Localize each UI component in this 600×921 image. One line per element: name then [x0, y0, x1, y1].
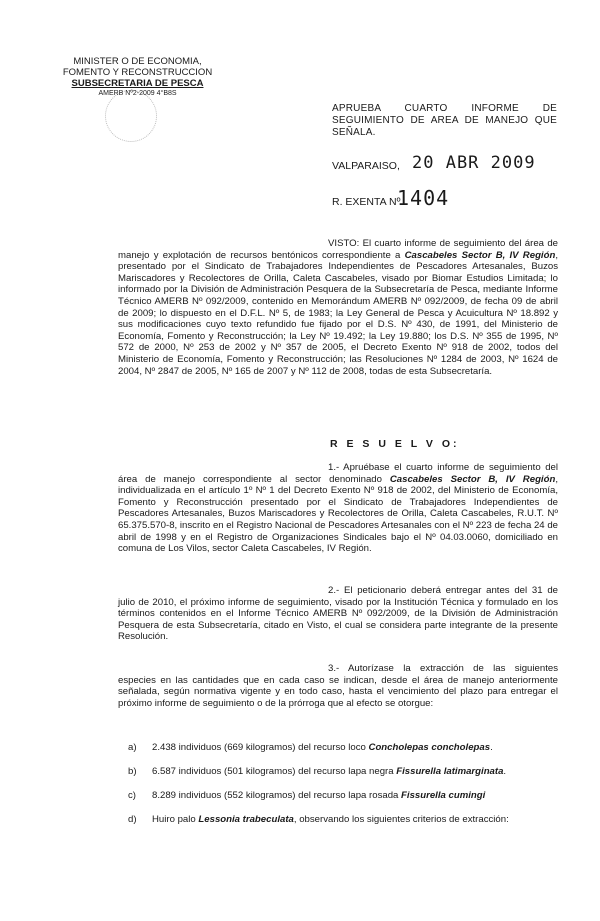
resolution-article-3	[118, 663, 558, 709]
article-1-area-name: Cascabeles Sector B, IV Región	[389, 473, 556, 485]
species-name: Concholepas concholepas	[368, 742, 491, 753]
header-line-subsecretaria: SUBSECRETARIA DE PESCA	[71, 78, 204, 89]
resuelvo-heading: R E S U E L V O:	[330, 438, 460, 450]
species-name: Fissurella cumingi	[401, 790, 486, 801]
ministry-header	[50, 56, 225, 98]
subject-line-3: SEÑALA.	[332, 127, 376, 138]
date-stamp: 20 ABR 2009	[412, 153, 536, 173]
article-3-text: 3.- Autorízase la extracción de las siguientes especies en las cantidades que en cada caso se indican, desde el área de manejo anteriormente señalada, según normativa vigente y en todo caso, hasta el vencimiento del plazo para entregar el próximo informe de seguimiento o de la prórroga que al efecto se otorgue:	[118, 663, 558, 709]
visto-area-name: Cascabeles Sector B, IV Región	[404, 249, 556, 261]
visto-paragraph	[118, 238, 558, 377]
subject-block	[332, 103, 557, 139]
list-item: b) 6.587 individuos (501 kilogramos) del recurso lapa negra Fissurella latimarginata.	[128, 766, 507, 777]
visto-text-2: , presentado por el Sindicato de Trabajadores Independientes de Pescadores Artesanales, Buzos Mariscadores y Recolectores de Orilla, Caleta Cascabeles, visado por Biomar Estudios Limitada; lo informado por la División de Administración Pesquera de la Subsecretaría de Pesca, mediante Informe Técnico AMERB Nº 092/2009, contenido en Memorándum AMERB Nº 092/2009, de fecha 09 de abril de 2009; lo dispuesto en el D.F.L. Nº 5, de 1983; la Ley General de Pesca y Acuicultura Nº 18.892 y sus modificaciones cuyo texto refundido fue fijado por el D.S. Nº 430, de 1991, del Ministerio de Economía, Fomento y Reconstrucción; la Ley Nº 19.492; la Ley 19.880; los D.S. Nº 355 de 1995, Nº 572 de 2000, Nº 253 de 2002 y Nº 357 de 2005, el Decreto Exento Nº 918 de 2002, todos del Ministerio de Economía, Fomento y Reconstrucción; las Resoluciones Nº 1284 de 2003, Nº 1624 de 2004, Nº 2847 de 2005, Nº 165 de 2007 y Nº 112 de 2008, todas de esta Subsecretaría.	[118, 249, 558, 377]
visto-text-1: VISTO: El cuarto informe de seguimiento del área de manejo y explotación de recursos bentónicos correspondiente a	[118, 238, 558, 261]
species-name: Lessonia trabeculata	[198, 814, 294, 825]
subject-line-2: SEGUIMIENTO DE AREA DE MANEJO QUE	[332, 115, 557, 126]
species-name: Fissurella latimarginata	[396, 766, 504, 777]
header-line-ministry: MINISTER O DE ECONOMIA,	[73, 56, 202, 67]
resolution-label: R. EXENTA Nº	[332, 196, 401, 208]
subject-line-1: APRUEBA CUARTO INFORME DE	[332, 103, 557, 114]
article-1-text-1: 1.- Apruébase el cuarto informe de seguimiento del área de manejo correspondiente al sector denominado	[118, 462, 558, 485]
list-item: d) Huiro palo Lessonia trabeculata, observando los siguientes criterios de extracción:	[128, 814, 509, 825]
resolution-article-2	[118, 585, 558, 643]
resolution-article-1	[118, 462, 558, 555]
resolution-number: 1404	[397, 186, 450, 210]
article-2-text: 2.- El peticionario deberá entregar antes del 31 de julio de 2010, el próximo informe de seguimiento, visado por la Institución Técnica y formulado en los términos contenidos en el Informe Técnico AMERB Nº 092/2009, de la División de Administración Pesquera de esta Subsecretaría, citado en Visto, el cual se considera parte integrante de la presente Resolución.	[118, 585, 558, 643]
list-item: c) 8.289 individuos (552 kilogramos) del recurso lapa rosada Fissurella cumingi	[128, 790, 486, 801]
place-label: VALPARAISO,	[332, 160, 400, 172]
article-1-text-2: , individualizada en el artículo 1º Nº 1 del Decreto Exento Nº 918 de 2002, del Ministerio de Economía, Fomento y Reconstrucción presentado por el Sindicato de Trabajadores Independientes de Pescadores Artesanales, Buzos Mariscadores y Recolectores de Orilla, Caleta Cascabeles, R.U.T. Nº 65.375.570-8, inscrito en el Registro Nacional de Pescadores Artesanales con el Nº 223 de fecha 24 de abril de 1998 y en el Registro de Organizaciones Sindicales bajo el Nº 04.03.0060, domiciliado en comuna de Los Vilos, sector Caleta Cascabeles, IV Región.	[118, 473, 558, 555]
header-line-reference: AMERB Nº2-2009 4°B8S	[98, 90, 177, 97]
list-item: a) 2.438 individuos (669 kilogramos) del recurso loco Concholepas concholepas.	[128, 742, 493, 753]
header-line-fomento: FOMENTO Y RECONSTRUCCION	[62, 67, 213, 78]
